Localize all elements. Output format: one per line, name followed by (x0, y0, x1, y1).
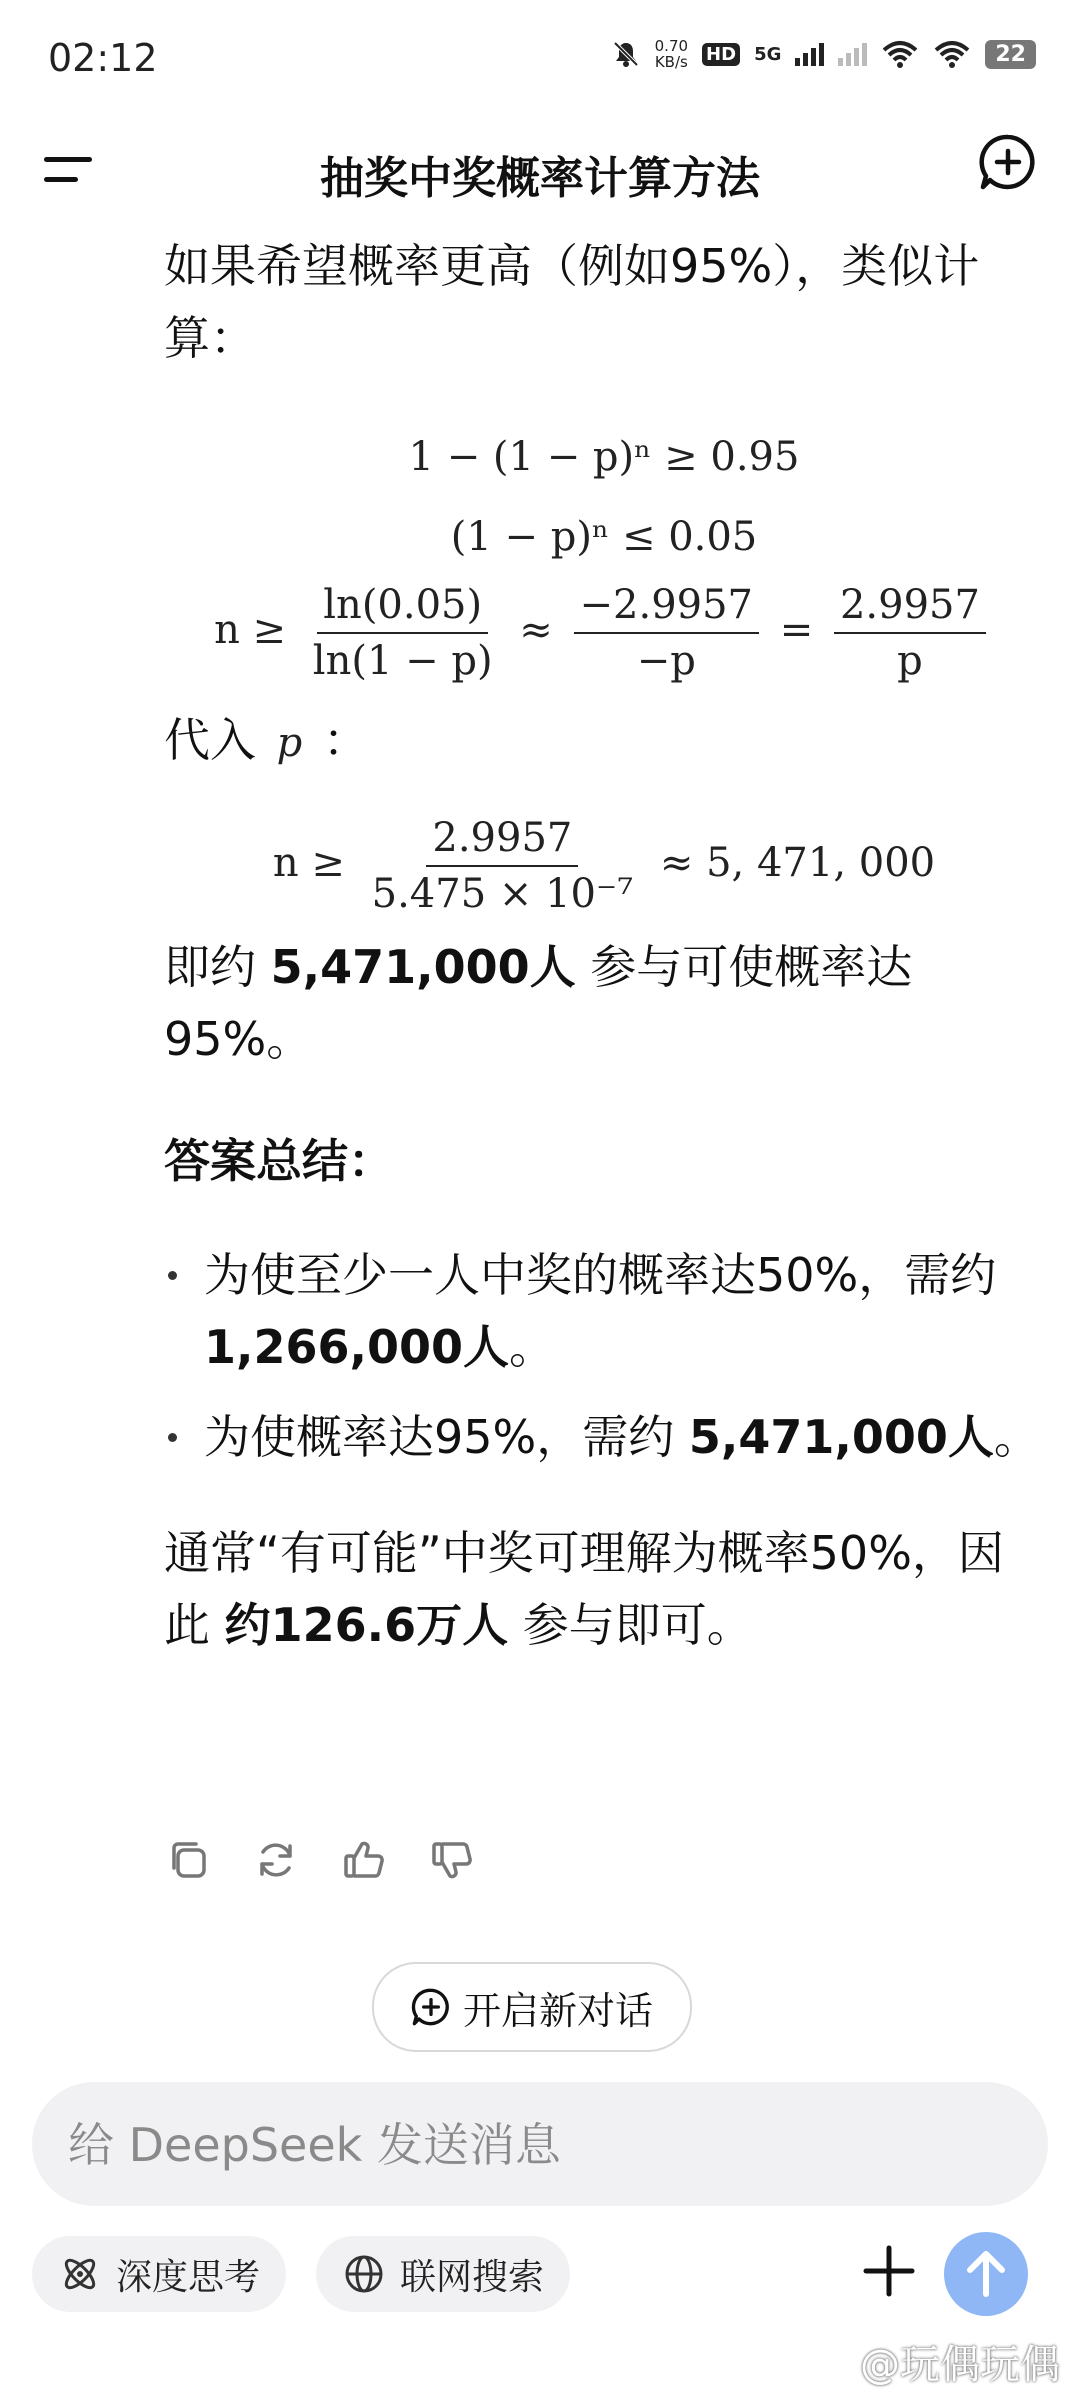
message-input[interactable] (66, 2082, 1010, 2208)
bullet-2-text: 为使概率达95%，需约 (204, 1410, 689, 1464)
status-bar (0, 0, 1080, 120)
eq3-f2-denominator: −p (636, 638, 696, 684)
bullet-1-bold: 1,266,000人 (204, 1320, 509, 1374)
network-type: 5G (754, 43, 782, 65)
result-bold: 5,471,000人 (270, 940, 576, 994)
summary-title: 答案总结： (164, 1134, 394, 1188)
list-item (164, 1401, 1044, 1473)
eq4-rhs: ≈ 5, 471, 000 (659, 840, 936, 886)
web-search-toggle[interactable] (316, 2236, 570, 2312)
plus-icon[interactable] (858, 2240, 920, 2302)
app-header (0, 120, 1080, 220)
eq3-f3-denominator: p (897, 638, 923, 684)
conclusion-text (164, 1517, 1044, 1661)
message-input-container (32, 2082, 1048, 2206)
copy-icon[interactable] (164, 1836, 212, 1884)
eq4-numerator: 2.9957 (426, 815, 578, 867)
substitute-label: 代入 (164, 713, 256, 767)
speed-value: 0.70 (654, 37, 689, 55)
status-icons (611, 38, 1036, 70)
conclusion-prefix: 通常“有可能”中奖可理解为概率50%，因此 (164, 1526, 1004, 1652)
globe-icon (342, 2252, 386, 2296)
wifi-icon (933, 39, 971, 69)
bullet-2-bold: 5,471,000人 (688, 1410, 994, 1464)
substitute-line (164, 704, 1044, 779)
eq4-fraction (366, 815, 640, 917)
eq3-approx: ≈ (519, 607, 553, 653)
eq3-f1-numerator: ln(0.05) (317, 582, 488, 634)
result-prefix: 即约 (164, 940, 271, 994)
message-actions (164, 1836, 476, 1884)
equation-1: 1 − (1 − p)ⁿ ≥ 0.95 (408, 434, 800, 480)
signal-bars-secondary-icon (838, 42, 867, 66)
new-chat-icon (411, 1987, 451, 2027)
equation-4 (164, 815, 1044, 917)
start-new-chat-button[interactable] (372, 1962, 692, 2052)
conclusion-suffix: 参与即可。 (508, 1598, 753, 1652)
network-speed (655, 38, 688, 70)
eq3-f1-denominator: ln(1 − p) (312, 638, 493, 684)
eq3-lhs: n ≥ (214, 607, 287, 653)
atom-icon (58, 2252, 102, 2296)
regenerate-icon[interactable] (252, 1836, 300, 1884)
message-content (164, 230, 1044, 1661)
eq3-fraction-1 (307, 582, 499, 684)
eq3-fraction-3 (834, 582, 986, 684)
eq4-lhs: n ≥ (272, 840, 345, 886)
speed-unit: KB/s (654, 53, 688, 71)
conclusion-bold: 约126.6万人 (224, 1598, 509, 1652)
battery-indicator: 22 (985, 40, 1036, 69)
bullet-2-suffix: 。 (993, 1410, 1040, 1464)
signal-bars-icon (795, 42, 824, 66)
list-item (164, 1239, 1044, 1383)
start-new-chat-label: 开启新对话 (462, 1988, 653, 2033)
page-title: 抽奖中奖概率计算方法 (320, 153, 760, 204)
eq3-fraction-2 (574, 582, 759, 684)
watermark: @玩偶玩偶 (860, 2342, 1060, 2388)
arrow-up-icon (944, 2232, 1028, 2316)
equation-3 (164, 582, 1044, 684)
deep-think-label: 深度思考 (116, 2256, 261, 2298)
thumbs-up-icon[interactable] (340, 1836, 388, 1884)
eq3-f2-numerator: −2.9957 (574, 582, 759, 634)
eq3-f3-numerator: 2.9957 (834, 582, 986, 634)
eq4-denominator: 5.475 × 10⁻⁷ (371, 871, 634, 917)
bullet-1-suffix: 。 (509, 1320, 555, 1374)
substitute-variable: p (276, 720, 303, 766)
equation-2: (1 − p)ⁿ ≤ 0.05 (450, 514, 758, 560)
new-chat-icon[interactable] (978, 132, 1038, 192)
hd-badge: HD (702, 43, 740, 66)
deep-think-toggle[interactable] (32, 2236, 286, 2312)
thumbs-down-icon[interactable] (428, 1836, 476, 1884)
intro-text: 如果希望概率更高（例如95%），类似计算： (164, 239, 980, 365)
substitute-colon: ： (322, 713, 369, 767)
status-time: 02:12 (48, 36, 158, 80)
wifi-plus-icon (881, 39, 919, 69)
result-text (164, 931, 1044, 1075)
web-search-label: 联网搜索 (400, 2256, 545, 2298)
eq3-equals: = (779, 607, 814, 653)
bullet-1-text: 为使至少一人中奖的概率达50%，需约 (204, 1248, 997, 1302)
result-suffix: 参与可使概率达95%。 (164, 940, 913, 1066)
mute-bell-icon (611, 39, 641, 69)
send-button[interactable] (944, 2232, 1028, 2316)
